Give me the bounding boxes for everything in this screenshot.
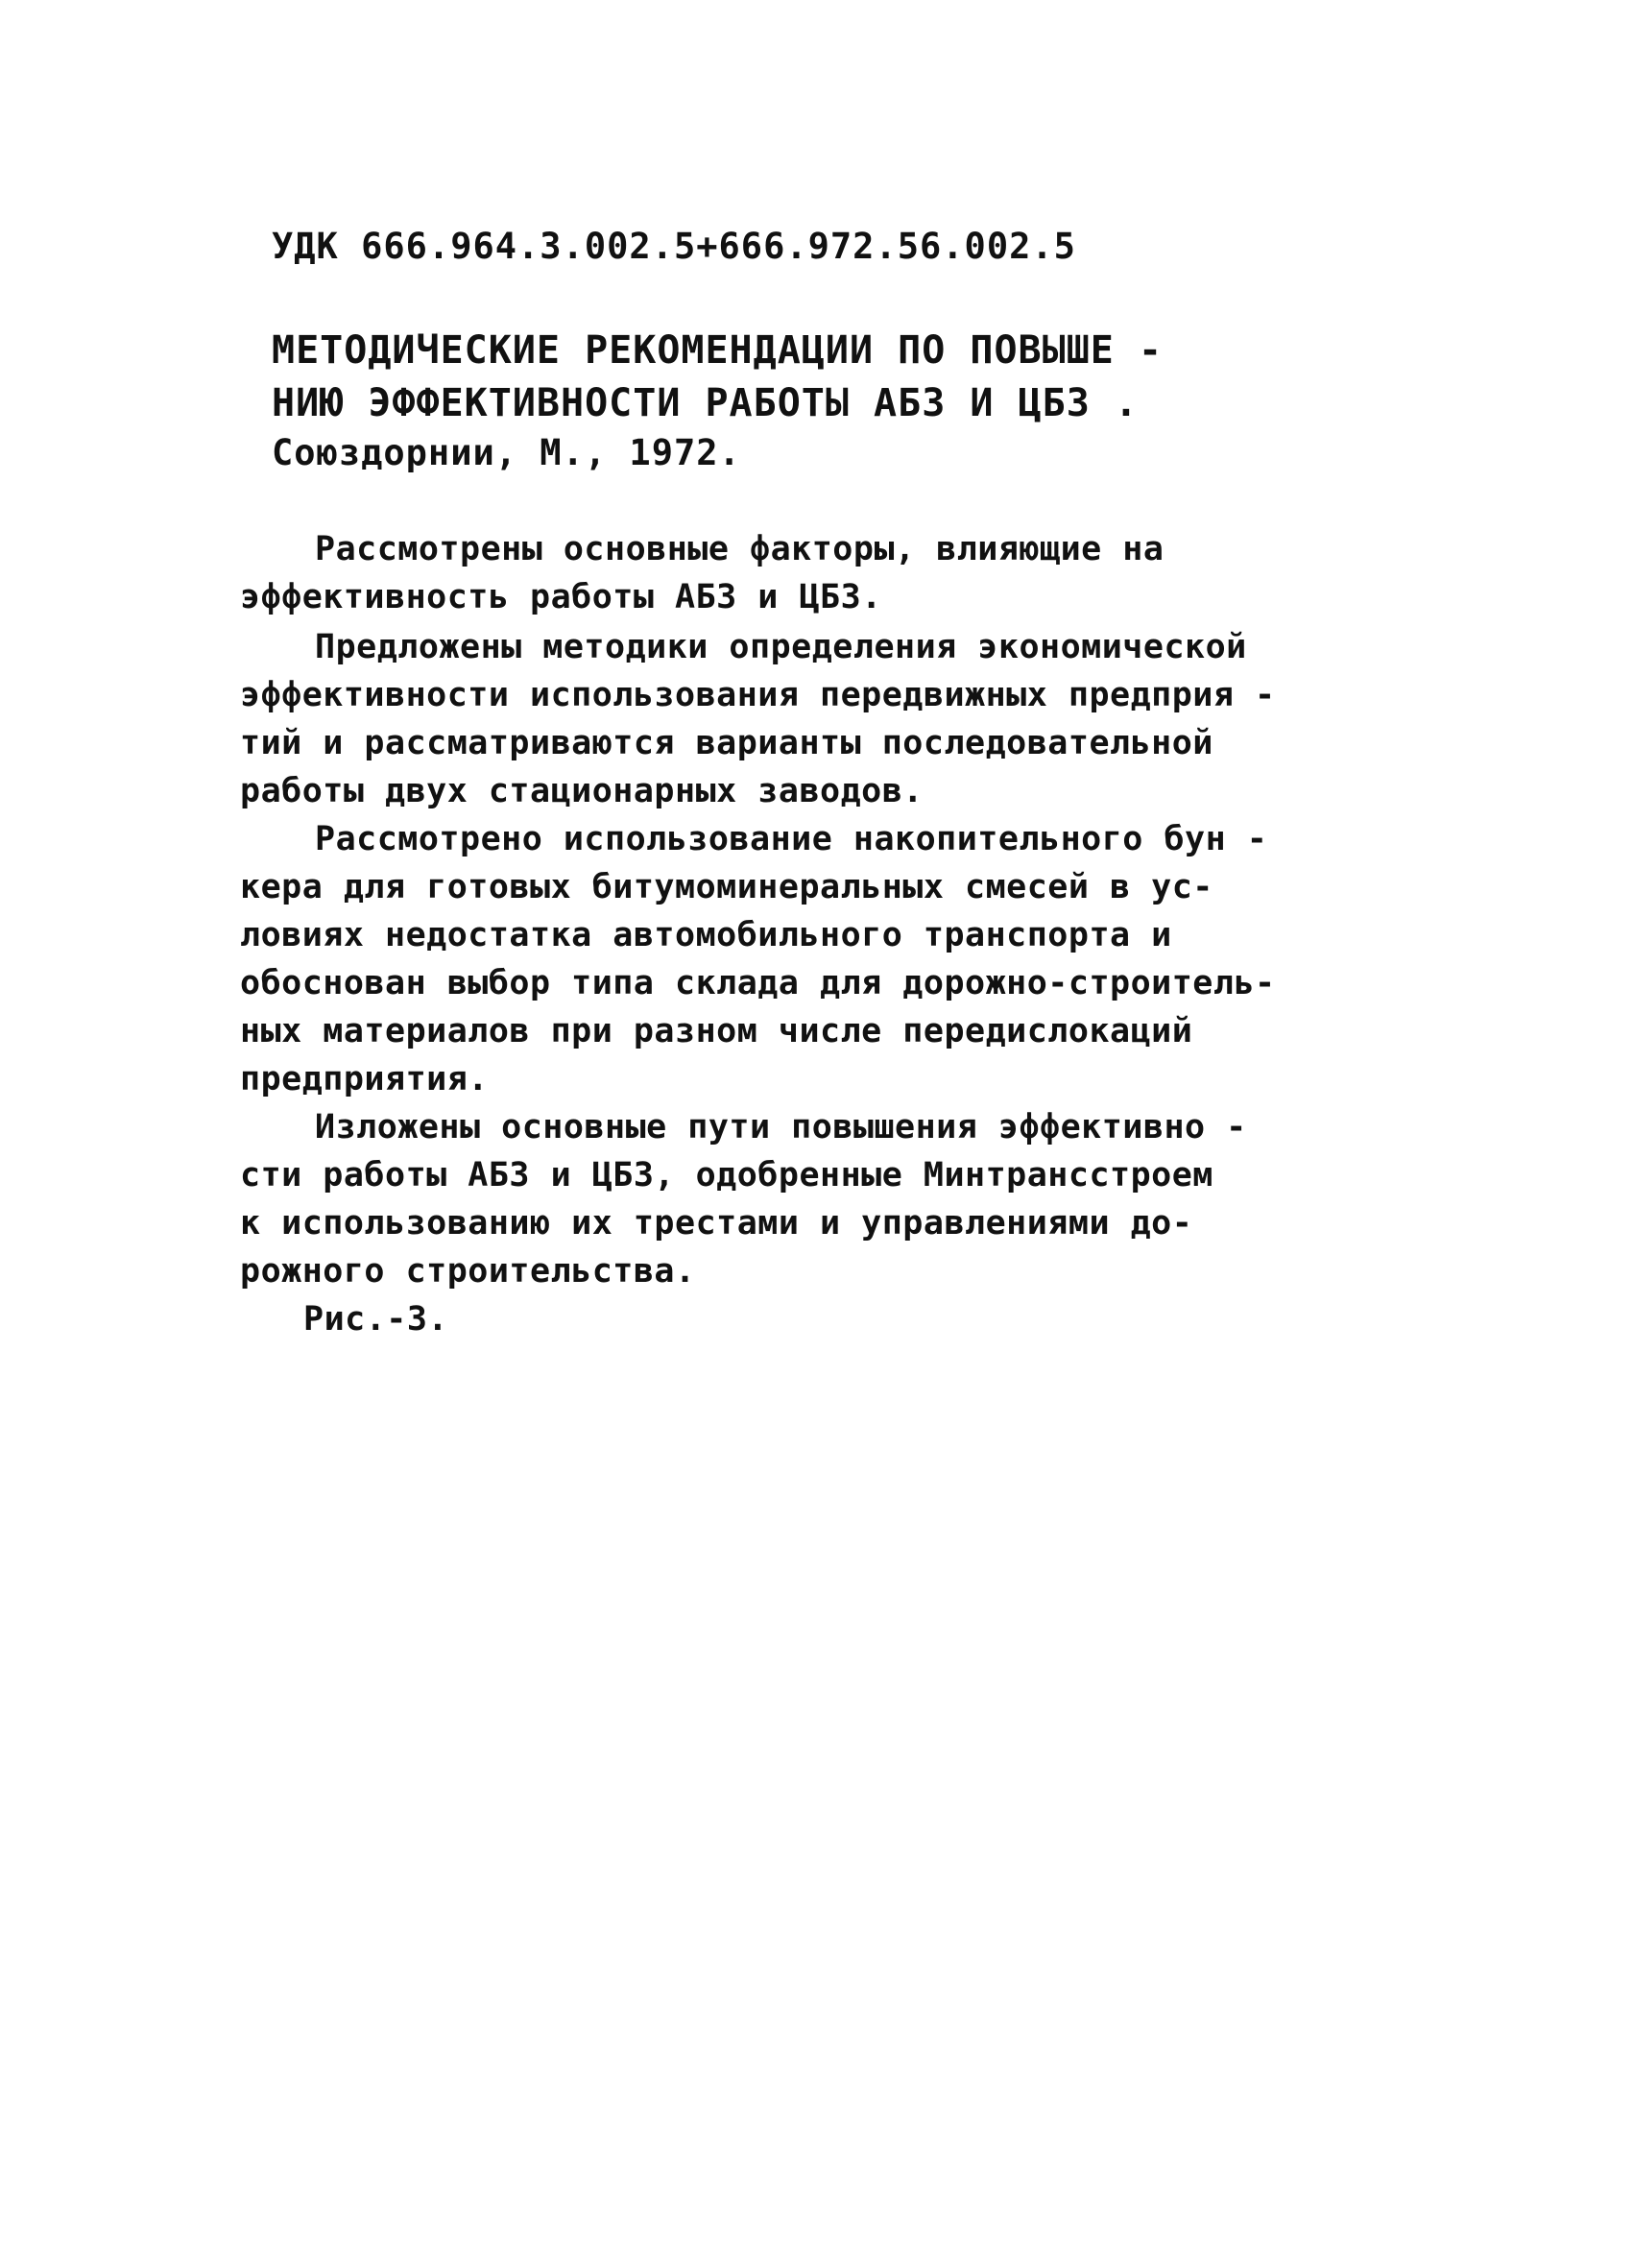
abstract-line: работы двух стационарных заводов.: [240, 772, 924, 810]
abstract-line: ных материалов при разном числе передислокаций: [240, 1012, 1193, 1050]
abstract-line: эффективность работы АБЗ и ЦБЗ.: [240, 578, 882, 616]
abstract-line: сти работы АБЗ и ЦБЗ, одобренные Минтрансстроем: [240, 1156, 1213, 1194]
abstract-line: Изложены основные пути повышения эффективно -: [315, 1108, 1247, 1146]
abstract-line: Предложены методики определения экономической: [315, 628, 1247, 666]
abstract-line: тий и рассматриваются варианты последовательной: [240, 724, 1213, 762]
abstract-line: предприятия.: [240, 1060, 489, 1098]
publication-info: Союздорнии, М., 1972.: [272, 432, 741, 473]
abstract-line: ловиях недостатка автомобильного транспорта и: [240, 916, 1172, 954]
abstract-line: Рассмотрено использование накопительного бун -: [315, 820, 1268, 858]
abstract-line: к использованию их трестами и управлениями до-: [240, 1204, 1193, 1243]
title-line-2: НИЮ ЭФФЕКТИВНОСТИ РАБОТЫ АБЗ И ЦБЗ .: [272, 381, 1139, 425]
abstract-line: кера для готовых битумоминеральных смесей в ус-: [240, 868, 1213, 906]
figure-count: Рис.-3.: [303, 1300, 449, 1339]
title-line-1: МЕТОДИЧЕСКИЕ РЕКОМЕНДАЦИИ ПО ПОВЫШЕ -: [272, 328, 1164, 373]
udk-code: УДК 666.964.3.002.5+666.972.56.002.5: [272, 226, 1076, 267]
abstract-line: эффективности использования передвижных предприя -: [240, 676, 1276, 714]
abstract-line: обоснован выбор типа склада для дорожно-строитель-: [240, 964, 1276, 1002]
abstract-line: Рассмотрены основные факторы, влияющие на: [315, 530, 1165, 568]
abstract-line: рожного строительства.: [240, 1252, 696, 1291]
